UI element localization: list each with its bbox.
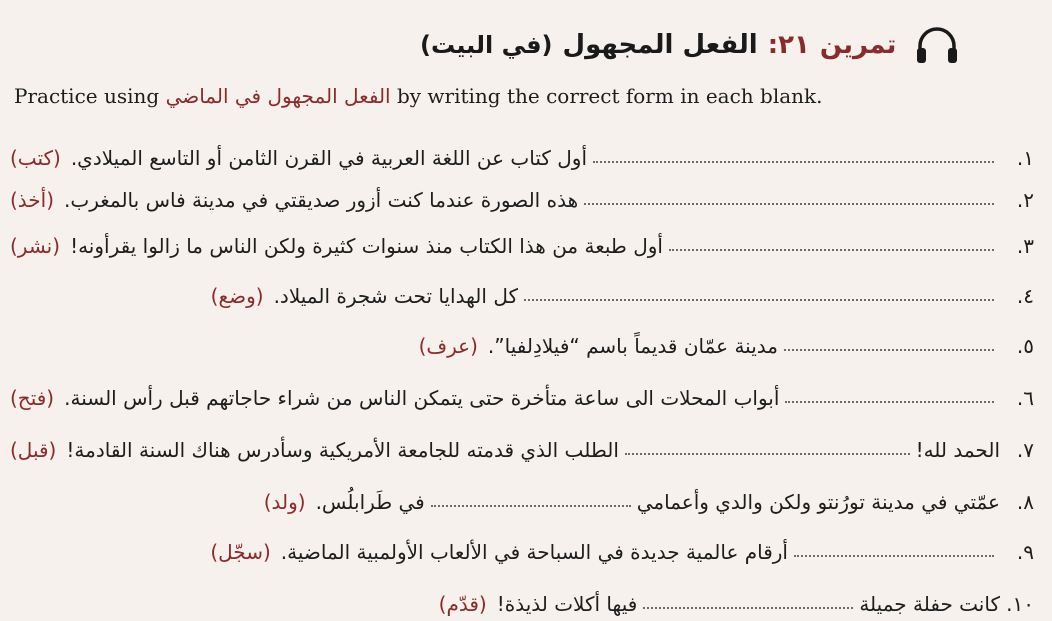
- item-verb: (ولد): [263, 490, 306, 514]
- exercise-header: [420, 22, 1030, 68]
- item-pre-text: كانت حفلة جميلة: [859, 592, 1000, 616]
- answer-blank[interactable]: [784, 349, 994, 351]
- answer-blank[interactable]: [625, 453, 910, 455]
- item-verb: (أخذ): [10, 188, 55, 212]
- item-text: مدينة عمّان قديماً باسم “فيلادِلفيا”.: [487, 334, 778, 358]
- item-text: أول كتاب عن اللغة العربية في القرن الثامن أو التاسع الميلادي.: [70, 146, 588, 170]
- item-verb: (عرف): [418, 334, 478, 358]
- exercise-heading: [420, 30, 896, 60]
- list-item: [10, 524, 1034, 564]
- exercise-label: تمرين: [819, 30, 897, 60]
- item-verb: (فتح): [10, 386, 55, 410]
- item-number: ٧.: [1016, 438, 1034, 462]
- item-number: ٥.: [1016, 334, 1034, 358]
- item-text: الطلب الذي قدمته للجامعة الأمريكية وسأدرس هناك السنة القادمة!: [66, 438, 619, 462]
- list-item: [10, 370, 1034, 410]
- item-text: أرقام عالمية جديدة في السباحة في الألعاب الأولمبية الماضية.: [280, 540, 788, 564]
- exercise-number: ٢١:: [767, 30, 810, 60]
- item-text: أبواب المحلات الى ساعة متأخرة حتى يتمكن الناس من شراء حاجاتهم قبل رأس السنة.: [64, 386, 780, 410]
- item-pre-text: عمّتي في مدينة تورُنتو ولكن والدي وأعمامي: [636, 490, 1000, 514]
- list-item: [10, 318, 1034, 358]
- item-number: ٩.: [1016, 540, 1034, 564]
- item-verb: (قبل): [10, 438, 57, 462]
- item-verb: (سجّل): [210, 540, 271, 564]
- item-number: ٦.: [1016, 386, 1034, 410]
- instruction-arabic: الفعل المجهول في الماضي: [165, 84, 391, 108]
- item-number: ١٠.: [1006, 592, 1034, 616]
- answer-blank[interactable]: [643, 607, 853, 609]
- exercise-title: الفعل المجهول: [562, 30, 758, 60]
- answer-blank[interactable]: [524, 299, 994, 301]
- instruction-text: [14, 84, 823, 108]
- item-number: ١.: [1016, 146, 1034, 170]
- instruction-after: by writing the correct form in each blank.: [390, 84, 823, 108]
- item-verb: (نشر): [10, 234, 61, 258]
- answer-blank[interactable]: [785, 401, 994, 403]
- item-text: هذه الصورة عندما كنت أزور صديقتي في مدينة فاس بالمغرب.: [64, 188, 579, 212]
- list-item: [10, 474, 1034, 514]
- answer-blank[interactable]: [431, 505, 631, 507]
- answer-blank[interactable]: [669, 249, 994, 251]
- answer-blank[interactable]: [794, 555, 994, 557]
- list-item: [10, 576, 1034, 616]
- item-text: في طَرابلُس.: [315, 490, 425, 514]
- list-item: [10, 422, 1034, 462]
- item-verb: (قدّم): [438, 592, 487, 616]
- list-item: [10, 172, 1034, 212]
- item-verb: (وضع): [210, 284, 264, 308]
- item-text: فيها أكلات لذيذة!: [496, 592, 638, 616]
- list-item: [10, 268, 1034, 308]
- item-number: ٨.: [1016, 490, 1034, 514]
- answer-blank[interactable]: [584, 203, 994, 205]
- headphones-icon[interactable]: [914, 25, 960, 65]
- answer-blank[interactable]: [593, 161, 994, 163]
- list-item: [10, 218, 1034, 258]
- instruction-before: Practice using: [14, 84, 166, 108]
- item-text: كل الهدايا تحت شجرة الميلاد.: [273, 284, 518, 308]
- item-pre-text: الحمد لله!: [915, 438, 1000, 462]
- item-text: أول طبعة من هذا الكتاب منذ سنوات كثيرة ولكن الناس ما زالوا يقرأونه!: [70, 234, 663, 258]
- item-number: ٣.: [1016, 234, 1034, 258]
- list-item: [10, 130, 1034, 170]
- exercise-subtitle: (في البيت): [420, 31, 553, 59]
- item-number: ٤.: [1016, 284, 1034, 308]
- item-verb: (كتب): [10, 146, 61, 170]
- item-number: ٢.: [1016, 188, 1034, 212]
